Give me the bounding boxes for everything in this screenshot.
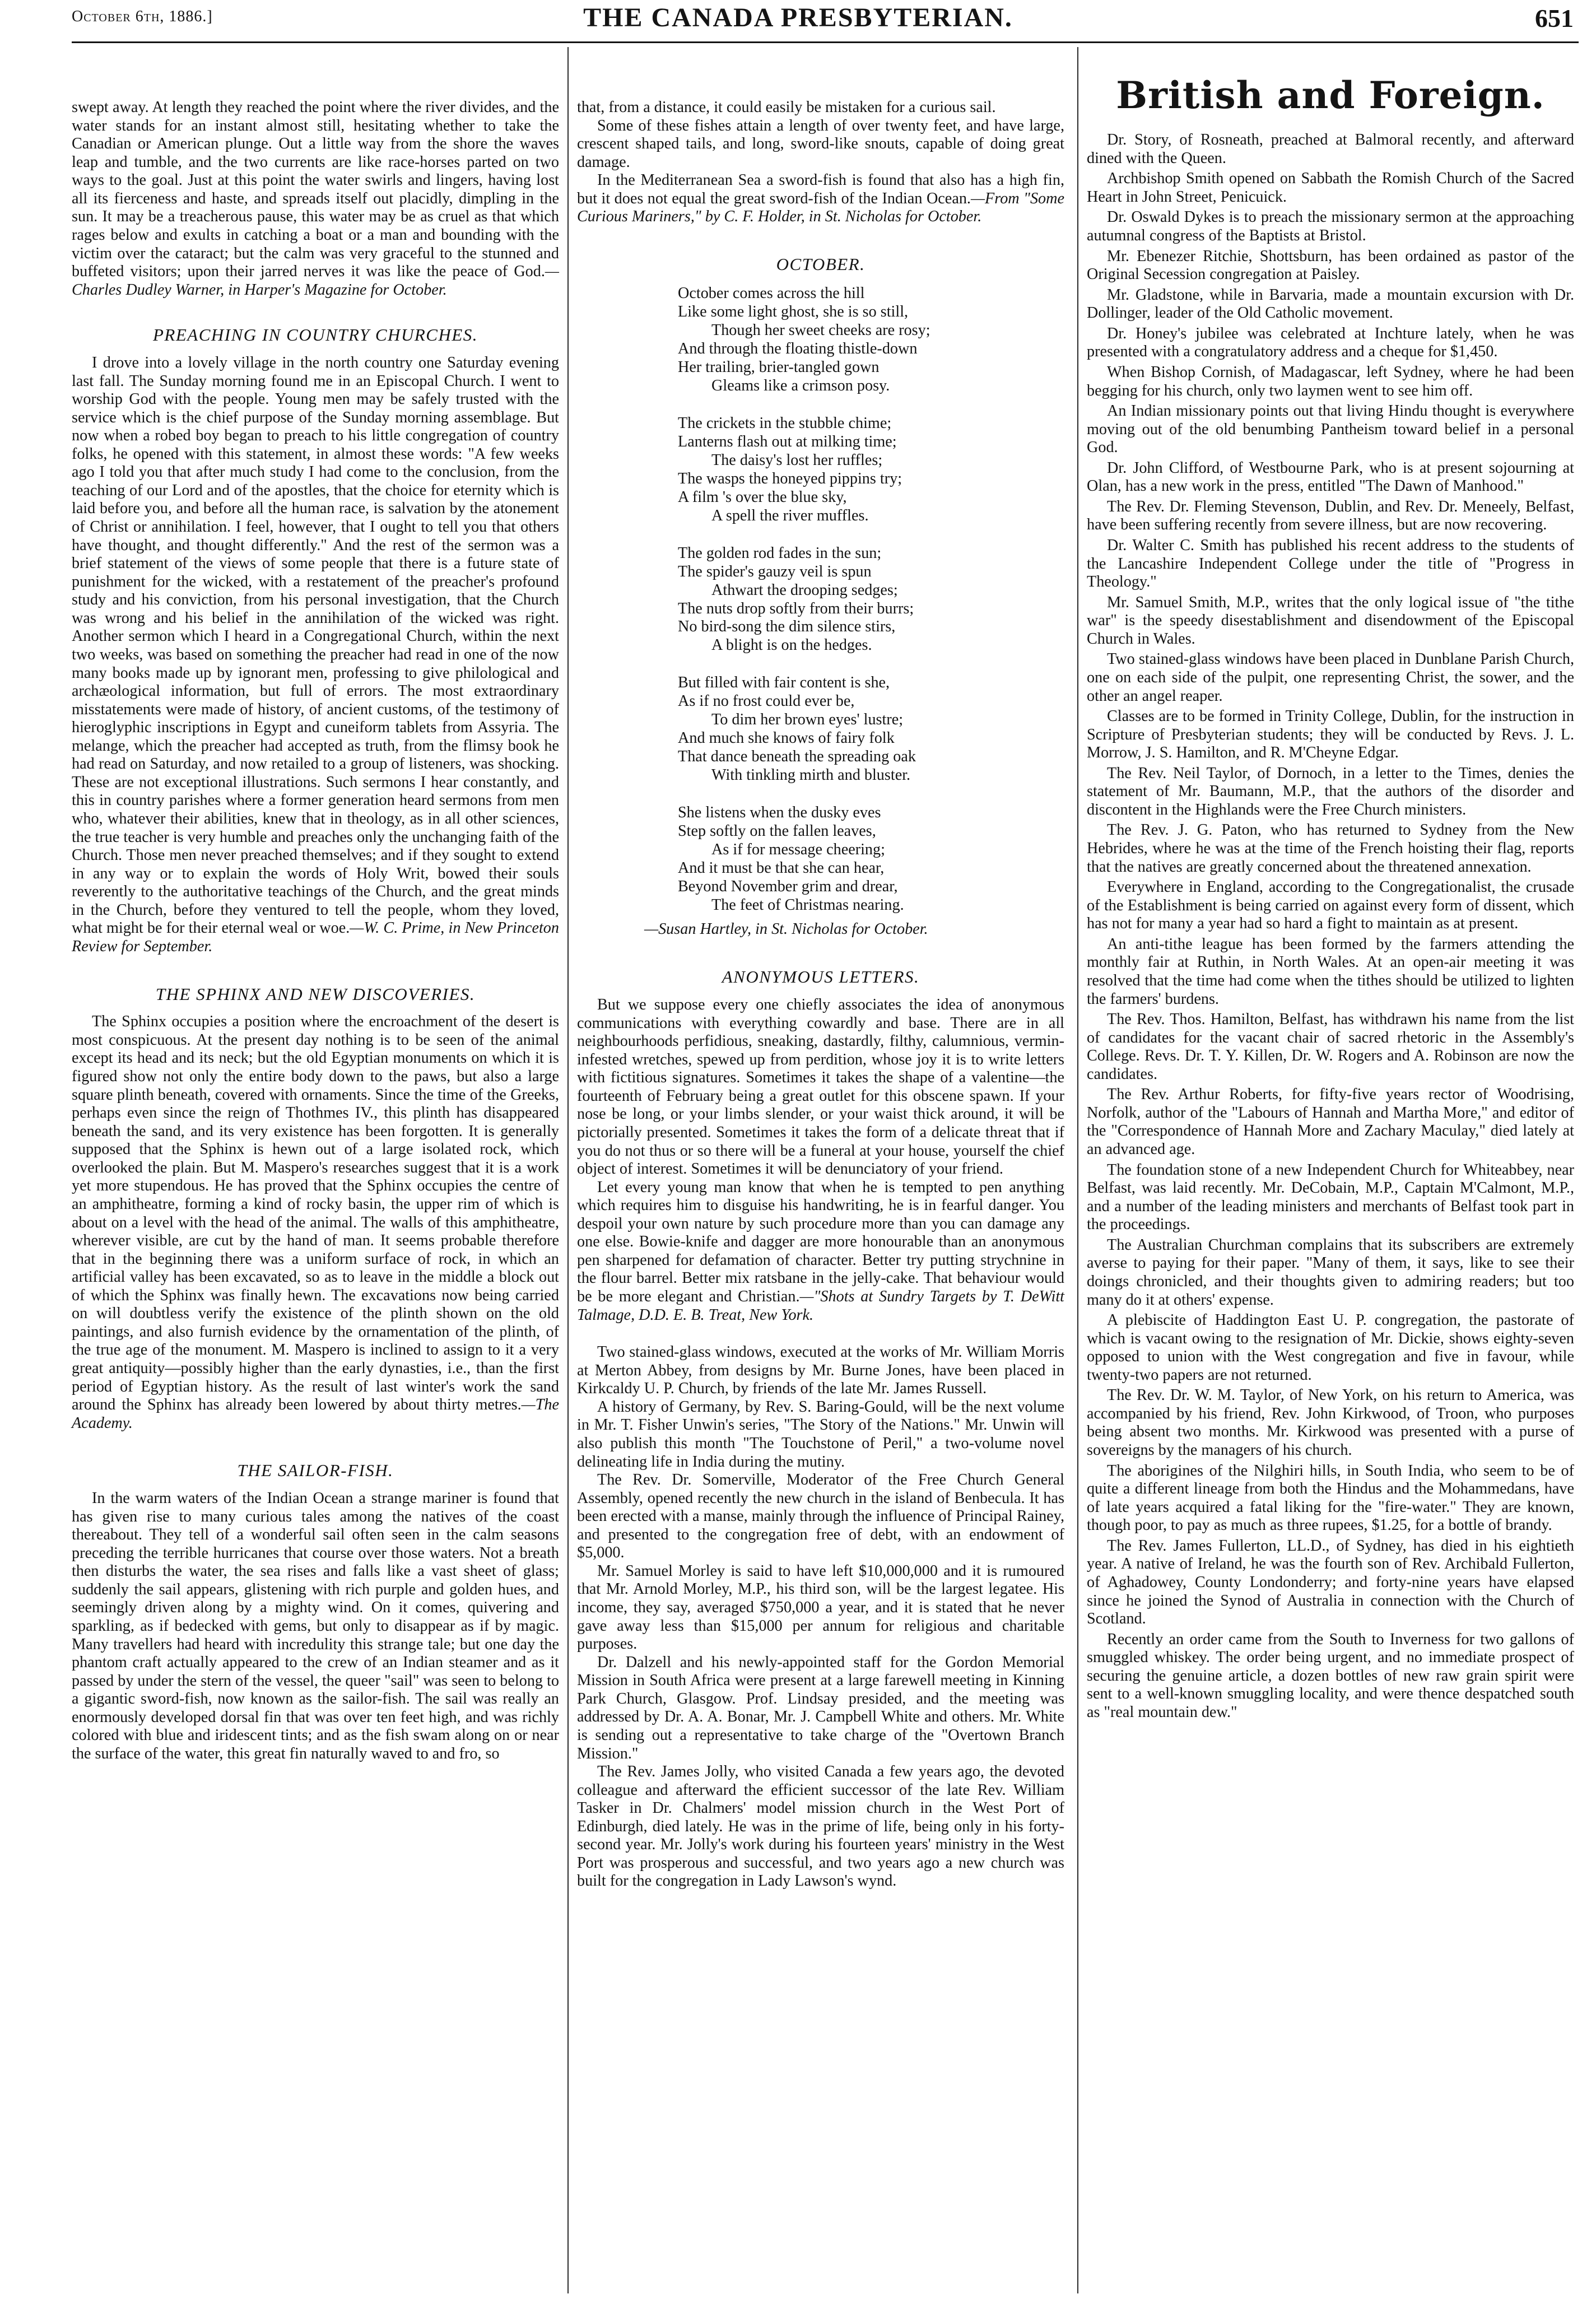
news-item: Classes are to be formed in Trinity College, Dublin, for the instruction in Scripture of Presbyterian students; they will be conducted by Revs. J. L. Morrow, J. S. Hamilton, and R. M'Cheyne Edgar. [1087,708,1574,762]
news-item: A plebiscite of Haddington East U. P. congregation, the pastorate of which is vacant owing to the resignation of Mr. Dickie, shows eighty-seven opposed to union with the West congregation and five in favour, while twenty-two papers are not returned. [1087,1311,1574,1384]
news-item: The Rev. J. G. Paton, who has returned to Sydney from the New Hebrides, where he was at the time of the French hoisting their flag, reports that the natives are greatly concerned about the threatened annexation. [1087,821,1574,876]
poem-line: The crickets in the stubble chime; [678,414,892,432]
article-paragraph [577,171,1064,226]
poem-line: Beyond November grim and drear, [678,878,898,896]
source-attribution: —The Academy. [72,1396,559,1432]
article-paragraph [72,1013,559,1432]
poem-line: And much she knows of fairy folk [678,729,895,747]
page-number: 651 [1535,4,1574,32]
news-item: Two stained-glass windows, executed at the works of Mr. William Morris at Merton Abbey, from designs by Mr. Burne Jones, have been placed in Kirkcaldy U. P. Church, by friends of the late Mr. James Russell. [577,1343,1064,1398]
poem-line: Like some light ghost, she is so still, [678,303,909,320]
masthead-title: THE CANADA PRESBYTERIAN. [583,3,1013,32]
poem-line: Lanterns flash out at milking time; [678,432,897,450]
poem-line: And through the floating thistle-down [678,339,918,357]
column-rule [1077,47,1078,2293]
poem-line: But filled with fair content is she, [678,674,890,692]
source-attribution: —From "Some Curious Mariners," by C. F. Holder, in St. Nicholas for October. [577,189,1065,226]
article-paragraph: that, from a distance, it could easily be mistaken for a curious sail. [577,99,996,116]
issue-date: October 6th, 1886.] [72,8,213,25]
poem-line: That dance beneath the spreading oak [678,748,916,766]
news-item: Dr. Story, of Rosneath, preached at Balmoral recently, and afterward dined with the Queen. [1087,131,1574,167]
article-heading: ANONYMOUS LETTERS. [722,967,920,987]
column-3 [1087,73,1574,1721]
poem-line: As if for message cheering; [711,841,885,859]
column-1 [72,99,559,1763]
poem-stanza [678,545,1064,655]
news-item: Mr. Samuel Morley is said to have left $10,000,000 and it is rumoured that Mr. Arnold Morley, M.P., his third son, will be the largest legatee. His income, they say, averaged $750,000 a year, and it is stated that he never gave away less than $15,000 per annum for religious and charitable purposes. [577,1562,1064,1653]
news-item: Dr. Dalzell and his newly-appointed staff for the Gordon Memorial Mission in South Africa were present at a large farewell meeting in Kinning Park Church, Glasgow. Prof. Lindsay presided, and the meeting was addressed by Dr. A. A. Bonar, Mr. J. Campbell White and others. Mr. White is sending out a representative to take charge of the "Overtown Branch Mission." [577,1653,1064,1762]
news-item: Two stained-glass windows have been placed in Dunblane Parish Church, one on each side of the pulpit, one representing Christ, the sower, and the other an angel reaper. [1087,650,1574,705]
poem-line: Though her sweet cheeks are rosy; [711,321,930,339]
poem-line: With tinkling mirth and bluster. [711,766,911,784]
paragraph-text: In the Mediterranean Sea a sword-fish is found that also has a high fin, but it does not equal the great sword-fish of the Indian Ocean. [577,171,1064,207]
paragraph-text: I drove into a lovely village in the north country one Saturday evening last fall. The Sunday morning found me in an Episcopal Church. I went to worship God with the people. Young men may be safely trusted with the service which is the chief purpose of the Sunday morning assemblage. But now when a robed boy began to preach to his little congregation of country folks, he opened with this statement, in almost these words: "A few weeks ago I told you that after much study I had come to the conclusion, from the teaching of our Lord and of the apostles, that the choice for eternity which is laid before you, and before all the human race, is salvation by the atonement of Christ or annihilation. I feel, however, that I ought to tell you that others have thought, and thought differently." And the rest of the sermon was a brief statement of the views of some people that there is a future state of punishment for the wicked, with a restatement of the preacher's profound study and his conviction, from his personal investigation, that the Church was wrong and his belief in the annihilation of the wicked was right. Another sermon which I heard in a Congregational Church, within the next two weeks, was based on something the preacher had read in one of the now many books made up by ignorant men, professing to give philological and archæological information, but full of errors. The most extraordinary misstatements were made of history, of ancient customs, of the testimony of hieroglyphic inscriptions in Egypt and cuneiform tablets from Assyria. The melange, which the preacher had accepted as truth, from the flimsy book he had read on Saturday, and now retailed to a group of listeners, was shocking. These are not exceptional illustrations. Such sermons I hear constantly, and this in country parishes where a former generation heard sermons from men who, whatever their abilities, knew that in theology, as in all other sciences, the true teacher is very humble and preaches only the unchanging faith of the Church. Those men never preached themselves; and if they sought to extend in any way or to explain the words of Holy Writ, bowed their souls reverently to the authoritative teachings of the Church, and the great minds in the Church, before they ventured to tell the people, whom they loved, what might be for their eternal weal or woe. [72,353,559,937]
poem-line: A film 's over the blue sky, [678,488,847,506]
news-item: When Bishop Cornish, of Madagascar, left Sydney, where he had been begging for his church, only two laymen went to see him off. [1087,363,1574,399]
source-attribution: —Charles Dudley Warner, in Harper's Magazine for October. [72,263,559,299]
paragraph-text: swept away. At length they reached the point where the river divides, and the water stands for an instant almost still, hesitating whether to take the Canadian or American plunge. Out a little way from the shore the waves leap and tumble, and the two currents are like race-horses parted on two ways to the goal. Just at this point the water swirls and lingers, having lost all its fierceness and haste, and spreads itself out placidly, dimpling in the sun. It may be a treacherous pause, this water may be as cruel as that which rages below and exults in catching a boat or a man and bounding with the victim over the cataract; but the calm was very graceful to the stunned and buffeted visitors; upon their jarred nerves it was like the peace of God. [72,99,559,281]
source-attribution: —Susan Hartley, in St. Nicholas for October. [644,920,928,938]
article-paragraph [72,99,559,299]
news-item: Dr. Honey's jubilee was celebrated at Inchture lately, when he was presented with a congratulatory address and a cheque for $1,450. [1087,324,1574,361]
poem-line: October comes across the hill [678,284,865,302]
news-item: The Australian Churchman complains that its subscribers are extremely averse to paying for their paper. "Many of them, it says, like to see their doings chronicled, and their thoughts given to admiring readers; but too many do it at others' expense. [1087,1236,1574,1309]
news-item: Dr. Oswald Dykes is to preach the missionary sermon at the approaching autumnal congress of the Baptists at Bristol. [1087,208,1574,245]
news-item: The Rev. James Fullerton, LL.D., of Sydney, has died in his eightieth year. A native of Ireland, he was the fourth son of Rev. Archibald Fullerton, of Aghadowey, County Londonderry; and forty-nine years have elapsed since he joined the Synod of Australia in connection with the Church of Scotland. [1087,1537,1574,1628]
poem-line: The daisy's lost her ruffles; [711,451,883,469]
news-item: Recently an order came from the South to Inverness for two gallons of smuggled whiskey. The order being urgent, and no immediate prospect of securing the genuine article, a dozen bottles of new raw grain spirit were sent to a well-known smuggling locality, and were thence despatched south as "real mountain dew." [1087,1630,1574,1721]
source-attribution: —"Shots at Sundry Targets by T. DeWitt Talmage, D.D. E. B. Treat, New York. [577,1288,1064,1324]
header-rule [72,41,1579,43]
poem-line: The feet of Christmas nearing. [711,896,904,914]
article-paragraph: In the warm waters of the Indian Ocean a strange mariner is found that has given rise to many curious tales among the natives of the coast thereabout. They tell of a wonderful sail often seen in the calm seasons preceding the terrible hurricanes that course over those waters. Not a breath then disturbs the water, the sea rises and falls like a vast sheet of glass; suddenly the sail appears, glistening with rich purple and golden hues, and seemingly driven along by a mighty wind. On it comes, quivering and sparkling, as if bedecked with gems, but only to disappear as if by magic. Many travellers had heard with incredulity this strange tale; but one day the phantom craft actually appeared to the crew of an Indian steamer and as it passed by under the stern of the vessel, the queer "sail" was seen to belong to a gigantic sword-fish, now known as the sailor-fish. The sail was really an enormously developed dorsal fin that was over ten feet high, and was richly colored with blue and iridescent tints; and as the fish swam along on or near the surface of the water, this great fin naturally waved to and fro, so [72,1490,559,1762]
poem-stanza [678,415,1064,525]
news-item: Archbishop Smith opened on Sabbath the Romish Church of the Sacred Heart in John Street, Penicuick. [1087,170,1574,206]
article-paragraph [577,1179,1064,1325]
column-2 [577,99,1064,1891]
poem-line: She listens when the dusky eves [678,804,881,822]
paragraph-text: Let every young man know that when he is tempted to pen anything which requires him to disguise his handwriting, he is in fearful danger. You despoil your own nature by such procedure more than you can damage any one else. Bowie-knife and dagger are more honourable than an anonymous pen sharpened for defamation of character. Better try putting strychnine in the flour barrel. Better mix ratsbane in the jelly-cake. That behaviour would be be more elegant and Christian. [577,1178,1064,1306]
news-item: Mr. Samuel Smith, M.P., writes that the only logical issue of "the tithe war" is the speedy disestablishment and disendowment of the Episcopal Church in Wales. [1087,593,1574,648]
poem-line: To dim her brown eyes' lustre; [711,711,904,729]
news-item: An anti-tithe league has been formed by the farmers attending the monthly fair at Ruthin, in North Wales. At an open-air meeting it was resolved that the time had come when the tithes should be utilized to lighten the farmers' burdens. [1087,935,1574,1008]
poem-line: Athwart the drooping sedges; [711,581,898,599]
news-item: The foundation stone of a new Independent Church for Whiteabbey, near Belfast, was laid recently. Mr. DeCobain, M.P., Captain M'Calmont, M.P., and a number of the leading ministers and merchants of Belfast took part in the proceedings. [1087,1161,1574,1234]
poem-line: A blight is on the hedges. [711,636,872,654]
news-item: The Rev. Dr. Fleming Stevenson, Dublin, and Rev. Dr. Meneely, Belfast, have been suffering recently from severe illness, but are now recovering. [1087,497,1574,534]
poem-line: No bird-song the dim silence stirs, [678,618,896,636]
news-item: Mr. Gladstone, while in Barvaria, made a mountain excursion with Dr. Dollinger, leader of the Old Catholic movement. [1087,286,1574,322]
article-paragraph [72,354,559,956]
article-paragraph: But we suppose every one chiefly associates the idea of anonymous communications with everything cowardly and base. There are in all neighbourhoods perfidious, sneaking, dastardly, filthy, calumnious, vermin-infested wretches, spewed up from perdition, whose joy it is to write letters with fictitious signatures. Sometimes it takes the shape of a valentine—the fourteenth of February being a great outlet for this obscene spawn. If your nose be long, or your limbs slender, or your waist thick around, it will be pictorially presented. Sometimes it takes the form of a delicate threat that if you do not thus or so there will be a funeral at your house, yourself the chief object of interest. Sometimes it will be denunciatory of your friend. [577,996,1064,1178]
news-item: Dr. John Clifford, of Westbourne Park, who is at present sojourning at Olan, has a new work in the press, entitled "The Dawn of Manhood." [1087,459,1574,495]
article-heading: THE SAILOR-FISH. [237,1460,394,1481]
article-heading: PREACHING IN COUNTRY CHURCHES. [152,325,478,345]
article-heading: THE SPHINX AND NEW DISCOVERIES. [155,984,476,1004]
news-item: Everywhere in England, according to the Congregationalist, the crusade of the Establishment is being carried on against every form of dissent, which has not for many a year had so hard a fight to maintain as at present. [1087,878,1574,933]
poem-line: A spell the river muffles. [711,506,869,524]
article-heading: OCTOBER. [776,254,866,274]
poem [644,284,1064,939]
poem-line: Gleams like a crimson posy. [711,376,890,394]
news-item: The Rev. Thos. Hamilton, Belfast, has withdrawn his name from the list of candidates for the vacant chair of sacred rhetoric in the Assembly's College. Revs. Dr. T. Y. Killen, Dr. W. Rogers and A. Robinson are now the candidates. [1087,1011,1574,1083]
poem-line: And it must be that she can hear, [678,859,885,877]
news-item: Mr. Ebenezer Ritchie, Shottsburn, has been ordained as pastor of the Original Secession congregation at Paisley. [1087,247,1574,283]
poem-line: The spider's gauzy veil is spun [678,562,872,580]
poem-line: The wasps the honeyed pippins try; [678,469,902,487]
poem-stanza [678,804,1064,915]
news-item: The Rev. James Jolly, who visited Canada a few years ago, the devoted colleague and afterward the efficient successor of the late Rev. William Tasker in Dr. Chalmers' model mission church in the West Port of Edinburgh, died lately. He was in the prime of life, being only in his forty-second year. Mr. Jolly's work during his fourteen years' ministry in the West Port was prosperous and successful, and two years ago a new church was built for the congregation in Lady Lawson's wynd. [577,1763,1064,1890]
news-item: An Indian missionary points out that living Hindu thought is everywhere moving out of the old benumbing Pantheism toward belief in a personal God. [1087,402,1574,457]
column-rule [567,47,569,2293]
news-item: The Rev. Dr. Somerville, Moderator of the Free Church General Assembly, opened recently the new church in the island of Benbecula. It has been erected with a manse, mainly through the influence of Principal Rainey, and presented to the congregation free of debt, with an endowment of $5,000. [577,1471,1064,1562]
paragraph-text: The Sphinx occupies a position where the encroachment of the desert is most conspicuous. At the present day nothing is to be seen of the animal except its head and its neck; but the old Egyptian monuments on which it is figured show not only the entire body down to the paws, but also a large square plinth beneath, covered with ornaments. Since the time of the Greeks, perhaps even since the reign of Thothmes IV., this plinth has disappeared beneath the sand, and its very existence has been forgotten. It is generally supposed that the Sphinx is hewn out of a large isolated rock, which overlooked the plain. But M. Maspero's researches suggest that it is a work yet more stupendous. He has proved that the Sphinx occupies the centre of an amphitheatre, forming a kind of rocky basin, the upper rim of which is about on a level with the head of the animal. The walls of this amphitheatre, wherever visible, are cut by the hand of man. It seems probable therefore that in the beginning there was a uniform surface of rock, in which an artificial valley has been excavated, so as to leave in the middle a block out of which the Sphinx was finally hewn. The excavations now being carried on will doubtless verify the existence of the plinth shown on the old paintings, and also furnish evidence by the ornamentation of the plinth, of the true age of the monument. M. Maspero is inclined to assign to it a very great antiquity—possibly higher than the early dynasties, i.e., than the first period of Egyptian history. As the result of last winter's work the sand around the Sphinx has already been lowered by about thirty metres. [72,1013,559,1414]
poem-line: The nuts drop softly from their burrs; [678,599,914,617]
poem-stanza [678,285,1064,395]
poem-line: The golden rod fades in the sun; [678,544,882,562]
news-item: The Rev. Dr. W. M. Taylor, of New York, on his return to America, was accompanied by his friend, Rev. John Kirkwood, of Troon, who purposes being absent two months. Mr. Kirkwood was presented with a purse of sovereigns by the managers of his church. [1087,1386,1574,1459]
news-item: The Rev. Neil Taylor, of Dornoch, in a letter to the Times, denies the statement of Mr. Baumann, M.P., that the authors of the disorder and discontent in the Highlands were the Free Church ministers. [1087,764,1574,818]
news-item: The Rev. Arthur Roberts, for fifty-five years rector of Woodrising, Norfolk, author of the "Labours of Hannah and Martha More," and editor of the "Correspondence of Hannah More and Zachary Maculay," died lately at an advanced age. [1087,1086,1574,1158]
news-item: A history of Germany, by Rev. S. Baring-Gould, will be the next volume in Mr. T. Fisher Unwin's series, "The Story of the Nations." Mr. Unwin will also publish this month "The Touchstone of Peril," a two-volume novel delineating life in India during the mutiny. [577,1398,1064,1471]
news-item: The aborigines of the Nilghiri hills, in South India, who seem to be of quite a different lineage from both the Hindus and the Mohammedans, have of late years acquired a fatal liking for the "fire-water." They are known, though poor, to pay as much as three rupees, $1.25, for a bottle of brandy. [1087,1462,1574,1534]
poem-stanza [678,674,1064,785]
news-item: Dr. Walter C. Smith has published his recent address to the students of the Lancashire Independent College under the title of "Progress in Theology." [1087,537,1574,591]
source-attribution: —W. C. Prime, in New Princeton Review for September. [72,919,559,955]
poem-line: As if no frost could ever be, [678,692,855,710]
poem-line: Her trailing, brier-tangled gown [678,358,880,376]
poem-line: Step softly on the fallen leaves, [678,822,876,840]
section-heading: British and Foreign. [1116,73,1545,117]
article-paragraph: Some of these fishes attain a length of over twenty feet, and have large, crescent shaped tails, and long, sword-like snouts, capable of doing great damage. [577,117,1064,171]
